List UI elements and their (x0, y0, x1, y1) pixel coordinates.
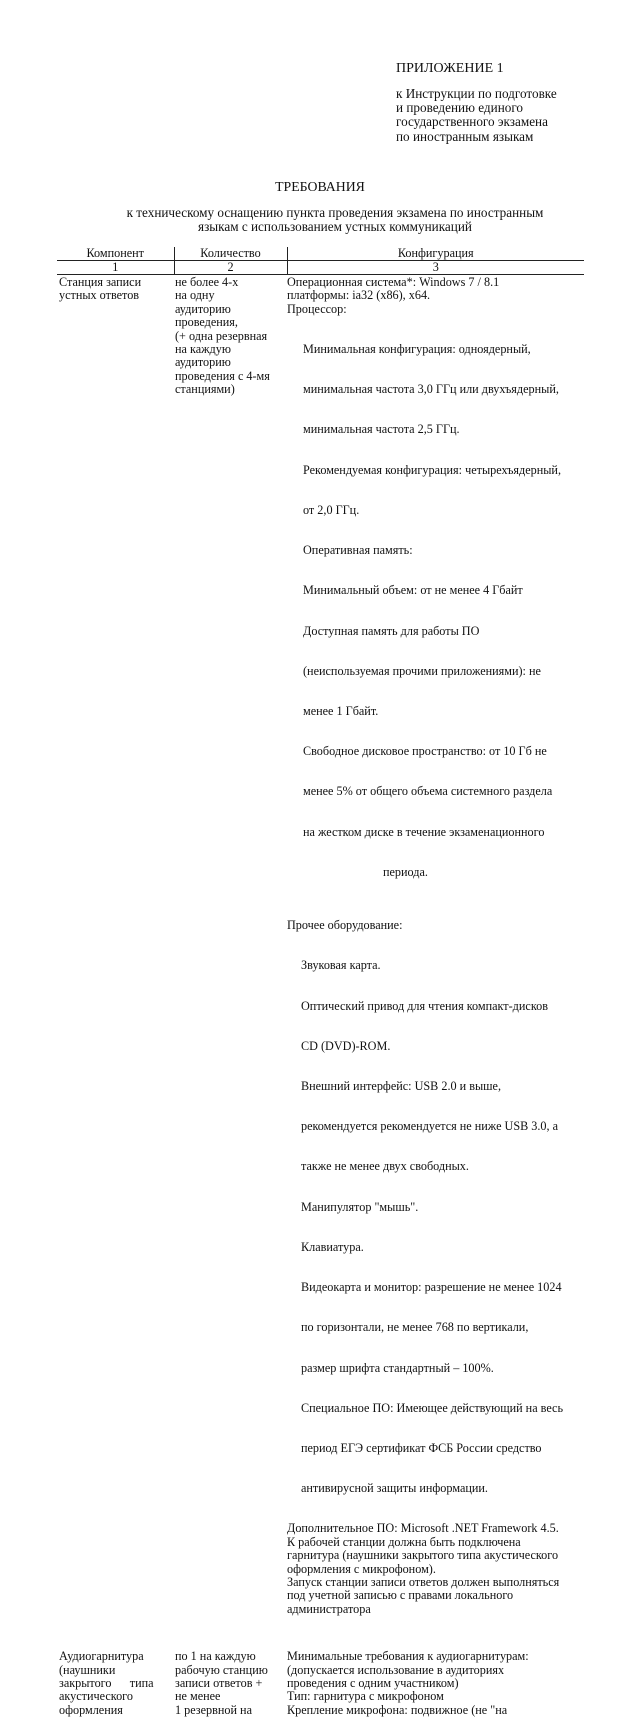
config-line: (неиспользуемая прочими приложениями): не (303, 663, 541, 678)
cell-line: станциями) (175, 382, 235, 397)
config-line: Крепление микрофона: подвижное (не "на (287, 1702, 508, 1717)
cell-line: проведения, (175, 315, 238, 330)
column-number: 2 (174, 261, 287, 275)
column-header-configuration: Конфигурация (287, 247, 584, 261)
config-label: Процессор: (287, 301, 347, 316)
config-line: Свободное дисковое пространство: от 10 Гб не (303, 744, 547, 759)
cell-line: по 1 на каждую (175, 1649, 256, 1664)
subtitle-line: языкам с использованием устных коммуникаций (198, 219, 472, 235)
row-spacer (57, 1616, 584, 1649)
appendix-line: государственного экзамена (396, 114, 548, 130)
config-line: Минимальный объем: от не менее 4 Гбайт (303, 583, 523, 598)
config-line: проведения с одним участником) (287, 1676, 459, 1691)
quantity-cell (174, 1649, 287, 1717)
config-line: гарнитура (наушники закрытого типа акустического (287, 1548, 559, 1563)
cell-line: аудиторию (175, 355, 231, 370)
config-line: минимальная частота 3,0 ГГц или двухъядерный, (303, 382, 559, 397)
appendix-header: ПРИЛОЖЕНИЕ 1 (396, 61, 504, 76)
config-item (287, 933, 584, 1523)
config-line: на жестком диске в течение экзаменационного (303, 824, 545, 839)
cell-line: записи ответов + (175, 1676, 263, 1691)
config-line: размер шрифта стандартный – 100%. (301, 1360, 494, 1375)
config-line: минимальная частота 2,5 ГГц. (303, 422, 460, 437)
appendix-line: по иностранным языкам (396, 128, 534, 144)
cell-line: 1 резервной на (175, 1702, 252, 1717)
quantity-cell (174, 275, 287, 1617)
config-label: Оперативная память: (303, 543, 413, 558)
config-line: рекомендуется рекомендуется не ниже USB 3.0, а (301, 1119, 559, 1134)
config-line: оформления с микрофоном). (287, 1561, 436, 1576)
cell-line: рабочую станцию (175, 1662, 268, 1677)
table-row (57, 1649, 584, 1717)
document-title: ТРЕБОВАНИЯ (275, 179, 365, 194)
config-line: Операционная система*: Windows 7 / 8.1 (287, 275, 500, 289)
configuration-cell (287, 275, 584, 1617)
config-line: период ЕГЭ сертификат ФСБ России средство (301, 1440, 542, 1455)
document-subtitle (70, 206, 600, 234)
config-line: также не менее двух свободных. (301, 1159, 469, 1174)
config-line: периода. (383, 864, 428, 879)
cell-line: Аудиогарнитура (59, 1649, 144, 1664)
config-line: Звуковая карта. (301, 958, 381, 973)
appendix-block (396, 61, 616, 144)
config-line: Оптический привод для чтения компакт-дисков (301, 998, 548, 1013)
cell-line: Станция записи (59, 275, 142, 289)
config-line: Тип: гарнитура с микрофоном (287, 1689, 444, 1704)
config-line: Видеокарта и монитор: разрешение не менее 1024 (301, 1280, 562, 1295)
config-line: Рекомендуемая конфигурация: четырехъядерный, (303, 462, 561, 477)
component-cell (57, 275, 174, 1617)
config-label: Прочее оборудование: (287, 918, 403, 933)
config-item (287, 316, 584, 906)
cell-line: оформления (59, 1702, 123, 1717)
table-row (57, 275, 584, 1617)
config-line: антивирусной защиты информации. (301, 1481, 488, 1496)
config-line: по горизонтали, не менее 768 по вертикали, (301, 1320, 529, 1335)
config-line: (допускается использование в аудиториях (287, 1662, 505, 1677)
config-line: К рабочей станции должна быть подключена (287, 1534, 521, 1549)
config-line: менее 5% от общего объема системного раздела (303, 784, 553, 799)
cell-line: аудиторию (175, 301, 231, 316)
config-line: администратора (287, 1601, 371, 1616)
column-number: 1 (57, 261, 174, 275)
config-line: CD (DVD)-ROM. (301, 1038, 391, 1053)
config-line: Запуск станции записи ответов должен выполняться (287, 1575, 560, 1589)
configuration-cell (287, 1649, 584, 1717)
cell-line: на одну (175, 288, 215, 303)
config-line: под учетной записью с правами локального (287, 1588, 514, 1603)
cell-line: закрытого типа (59, 1676, 154, 1691)
config-line: Клавиатура. (301, 1239, 364, 1254)
config-line: Специальное ПО: Имеющее действующий на весь (301, 1400, 564, 1415)
cell-line: не менее (175, 1689, 221, 1704)
config-line: от 2,0 ГГц. (303, 502, 360, 517)
appendix-line: и проведению единого (396, 100, 524, 116)
config-line: Манипулятор "мышь". (301, 1199, 419, 1214)
subtitle-line: к техническому оснащению пункта проведения экзамена по иностранным (126, 205, 544, 220)
config-line: Минимальная конфигурация: одноядерный, (303, 342, 531, 357)
cell-line: не более 4-х (175, 275, 239, 289)
column-number: 3 (287, 261, 584, 275)
config-line: менее 1 Гбайт. (303, 704, 379, 718)
requirements-table (57, 247, 584, 1717)
cell-line: на каждую (175, 342, 231, 357)
config-line: Дополнительное ПО: Microsoft .NET Framework 4.5. (287, 1521, 559, 1536)
config-line: платформы: ia32 (x86), x64. (287, 288, 431, 303)
component-cell (57, 1649, 174, 1717)
config-line: Минимальные требования к аудиогарнитурам: (287, 1649, 529, 1664)
appendix-line: к Инструкции по подготовке (396, 86, 557, 101)
cell-line: устных ответов (59, 288, 140, 303)
cell-line: акустического (59, 1689, 133, 1704)
config-line: Внешний интерфейс: USB 2.0 и выше, (301, 1078, 501, 1093)
cell-line: проведения с 4-мя (175, 368, 270, 383)
cell-line: (наушники (59, 1662, 116, 1677)
column-header-component: Компонент (57, 247, 174, 261)
config-line: Доступная память для работы ПО (303, 623, 480, 638)
column-header-quantity: Количество (174, 247, 287, 261)
cell-line: (+ одна резервная (175, 328, 268, 343)
